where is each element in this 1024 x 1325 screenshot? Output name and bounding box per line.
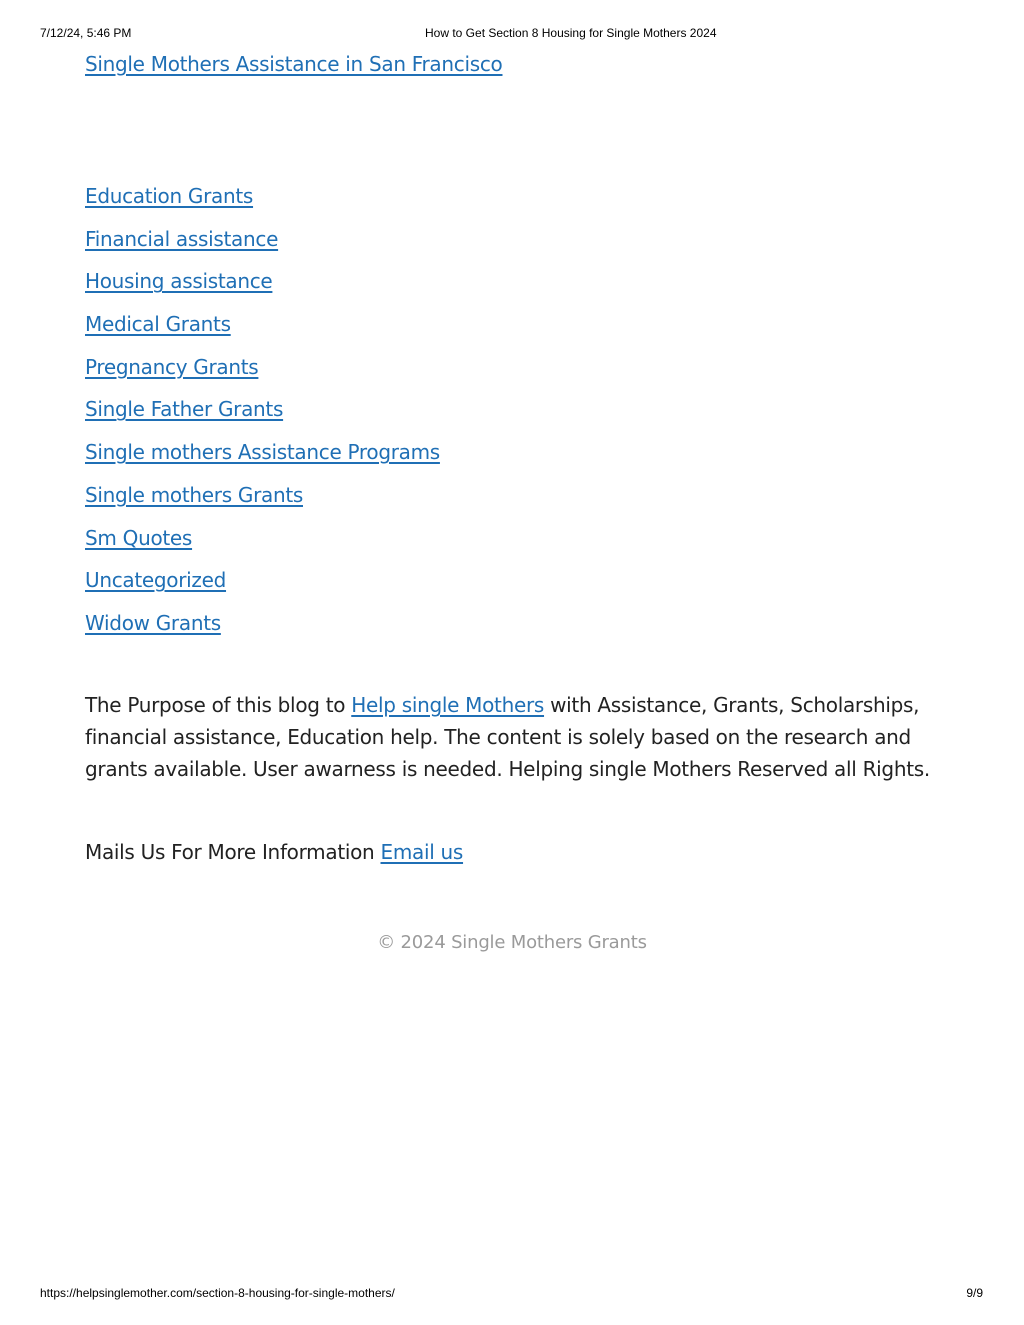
category-link-widow-grants[interactable]: Widow Grants [85,610,221,635]
list-item [85,609,440,652]
list-item [85,353,440,396]
category-link-sm-quotes[interactable]: Sm Quotes [85,525,193,550]
category-link-pregnancy-grants[interactable]: Pregnancy Grants [85,354,259,379]
category-list [85,182,440,652]
category-link-medical-grants[interactable]: Medical Grants [85,312,231,337]
list-item [85,225,440,268]
list-item [85,524,440,567]
about-text-prefix: The Purpose of this blog to [85,693,352,717]
list-item [85,267,440,310]
print-datetime: 7/12/24, 5:46 PM [40,26,132,40]
mail-info [85,836,945,868]
category-link-single-mothers-assistance-programs[interactable]: Single mothers Assistance Programs [85,440,440,465]
category-link-single-father-grants[interactable]: Single Father Grants [85,397,284,422]
about-text-suffix: with Assistance, Grants, Scholarships, financial assistance, Education help. The content is solely based on the research and grants available. User awarness is needed. Helping single Mothers Reserved all Rights. [85,693,930,781]
category-link-housing-assistance[interactable]: Housing assistance [85,269,273,294]
help-single-mothers-link[interactable]: Help single Mothers [351,693,545,717]
list-item [85,310,440,353]
list-item [85,481,440,524]
list-item [85,566,440,609]
print-url: https://helpsinglemother.com/section-8-housing-for-single-mothers/ [40,1286,395,1300]
category-link-financial-assistance[interactable]: Financial assistance [85,226,279,251]
print-footer [0,1286,1024,1302]
list-item [85,438,440,481]
about-paragraph [85,689,945,785]
copyright-notice: © 2024 Single Mothers Grants [377,932,647,953]
mail-text: Mails Us For More Information [85,840,381,864]
list-item [85,182,440,225]
link-single-mothers-assistance-san-francisco[interactable]: Single Mothers Assistance in San Francisco [85,52,503,76]
email-us-link[interactable]: Email us [380,840,464,864]
print-header [0,26,1024,42]
print-page-title: How to Get Section 8 Housing for Single Mothers 2024 [425,26,717,40]
print-page-number: 9/9 [966,1286,983,1300]
category-link-education-grants[interactable]: Education Grants [85,184,254,208]
list-item [85,395,440,438]
category-link-uncategorized[interactable]: Uncategorized [85,568,227,593]
category-link-single-mothers-grants[interactable]: Single mothers Grants [85,482,303,507]
